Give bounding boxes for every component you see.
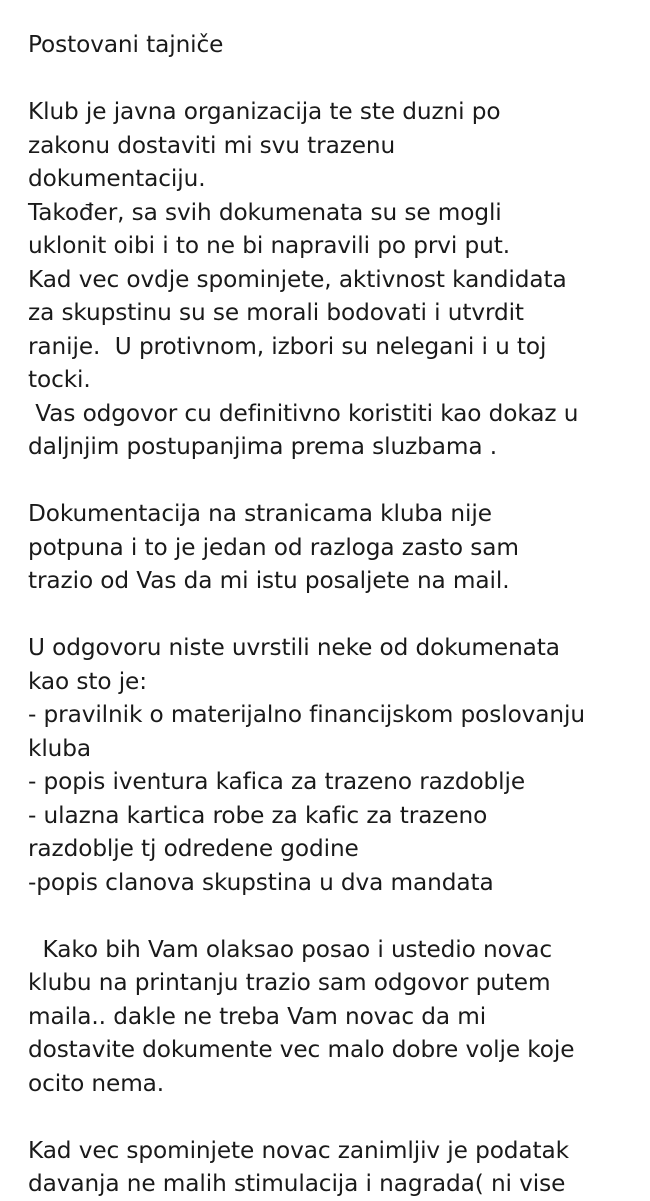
text-line: kluba [28, 734, 91, 762]
list-item: - popis iventura kafica za trazeno razdoblje [28, 768, 526, 795]
paragraph-spacer [28, 598, 638, 632]
text-line: daljnjim postupanjima prema sluzbama . [28, 433, 498, 460]
message-body [28, 28, 638, 1201]
paragraph-spacer [28, 464, 638, 498]
text-line: dokumentaciju. [28, 165, 206, 192]
text-line: uklonit oibi i to ne bi napravili po prvi put. [28, 232, 510, 259]
text-line: Također, sa svih dokumenata su se mogli [28, 198, 502, 226]
paragraph-spacer [28, 899, 638, 933]
text-line: maila.. dakle ne treba Vam novac da mi [28, 1002, 487, 1030]
paragraph-4 [28, 933, 638, 1101]
text-line: ranije. U protivnom, izbori su nelegani i u toj [28, 332, 547, 360]
text-line: za skupstinu su se morali bodovati i utvrdit [28, 299, 524, 326]
list-item: - ulazna kartica robe za kafic za trazeno [28, 801, 488, 829]
text-line: U odgovoru niste uvrstili neke od dokumenata [28, 634, 560, 661]
text-line: zakonu dostaviti mi svu trazenu [28, 131, 396, 159]
paragraph-2 [28, 497, 638, 598]
list-item: - pravilnik o materijalno financijskom poslovanju [28, 701, 585, 728]
text-line: Vas odgovor cu definitivno koristiti kao dokaz u [28, 399, 579, 427]
text-line: Kako bih Vam olaksao posao i ustedio novac [28, 935, 553, 963]
text-line: davanja ne malih stimulacija i nagrada( ni vise [28, 1170, 566, 1197]
list-item: -popis clanova skupstina u dva mandata [28, 868, 494, 896]
text-line: Kad vec spominjete novac zanimljiv je podatak [28, 1136, 569, 1164]
paragraph-5 [28, 1134, 638, 1201]
paragraph-1 [28, 95, 638, 464]
paragraph-3 [28, 631, 638, 899]
paragraph-spacer [28, 1100, 638, 1134]
text-line: tocki. [28, 366, 91, 393]
text-line: trazio od Vas da mi istu posaljete na mail. [28, 567, 510, 594]
greeting-line: Postovani tajniče [28, 31, 224, 58]
text-line: potpuna i to je jedan od razloga zasto sam [28, 533, 519, 561]
text-line: kao sto je: [28, 667, 147, 695]
text-line: Kad vec ovdje spominjete, aktivnost kandidata [28, 265, 567, 293]
text-line: razdoblje tj odredene godine [28, 835, 359, 862]
text-line: Dokumentacija na stranicama kluba nije [28, 500, 492, 527]
text-line: ocito nema. [28, 1069, 165, 1097]
text-line: Klub je javna organizacija te ste duzni po [28, 98, 501, 125]
paragraph-spacer [28, 62, 638, 96]
text-line: dostavite dokumente vec malo dobre volje koje [28, 1036, 575, 1063]
text-line: klubu na printanju trazio sam odgovor putem [28, 969, 551, 996]
